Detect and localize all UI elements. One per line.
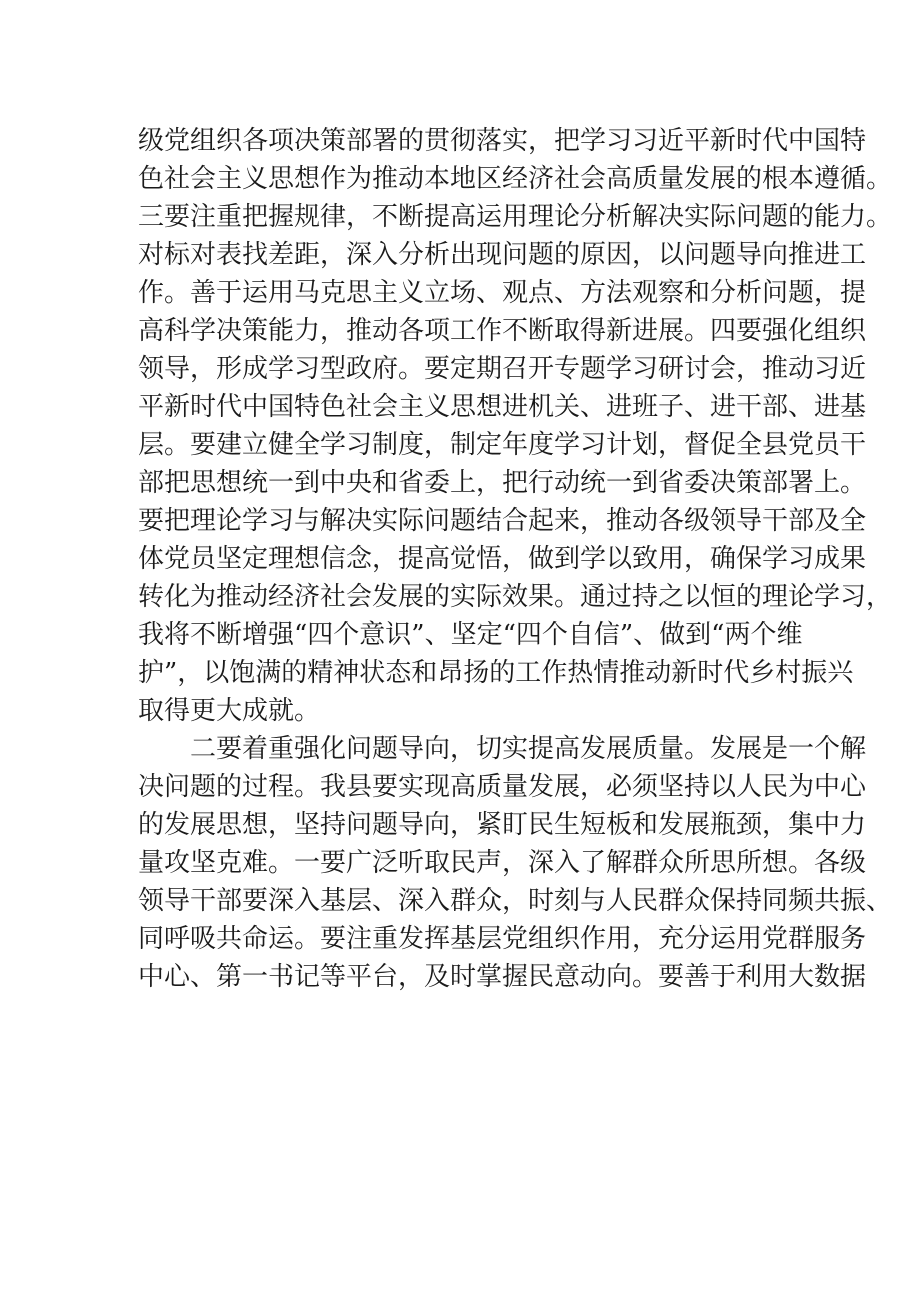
paragraph-1 xyxy=(138,122,893,730)
text-line: 护”，以饱满的精神状态和昂扬的工作热情推动新时代乡村振兴 xyxy=(138,658,854,688)
text-line: 的发展思想，坚持问题导向，紧盯民生短板和发展瓶颈，集中力 xyxy=(138,810,867,840)
text-line: 量攻坚克难。一要广泛听取民声，深入了解群众所思所想。各级 xyxy=(138,848,867,878)
text-line: 领导，形成学习型政府。要定期召开专题学习研讨会，推动习近 xyxy=(138,354,867,384)
text-line: 平新时代中国特色社会主义思想进机关、进班子、进干部、进基 xyxy=(138,392,867,422)
text-line: 领导干部要深入基层、深入群众，时刻与人民群众保持同频共振、 xyxy=(138,886,893,916)
text-line: 部把思想统一到中央和省委上，把行动统一到省委决策部署上。 xyxy=(138,468,867,498)
paragraph-2 xyxy=(138,730,893,996)
text-line: 中心、第一书记等平台，及时掌握民意动向。要善于利用大数据 xyxy=(138,962,867,992)
text-line: 对标对表找差距，深入分析出现问题的原因，以问题导向推进工 xyxy=(138,240,867,270)
text-line: 级党组织各项决策部署的贯彻落实，把学习习近平新时代中国特 xyxy=(138,126,867,156)
text-line: 二要着重强化问题导向，切实提高发展质量。发展是一个解 xyxy=(190,734,867,764)
text-line: 体党员坚定理想信念，提高觉悟，做到学以致用，确保学习成果 xyxy=(138,544,867,574)
text-line: 同呼吸共命运。要注重发挥基层党组织作用，充分运用党群服务 xyxy=(138,924,867,954)
text-line: 要把理论学习与解决实际问题结合起来，推动各级领导干部及全 xyxy=(138,506,867,536)
text-line: 我将不断增强“四个意识”、坚定“四个自信”、做到“两个维 xyxy=(138,620,803,650)
text-line: 高科学决策能力，推动各项工作不断取得新进展。四要强化组织 xyxy=(138,316,867,346)
body-text xyxy=(138,122,893,996)
text-line: 色社会主义思想作为推动本地区经济社会高质量发展的根本遵循。 xyxy=(138,164,893,194)
text-line: 层。要建立健全学习制度，制定年度学习计划，督促全县党员干 xyxy=(138,430,867,460)
text-line: 决问题的过程。我县要实现高质量发展，必须坚持以人民为中心 xyxy=(138,772,867,802)
text-line: 作。善于运用马克思主义立场、观点、方法观察和分析问题，提 xyxy=(138,278,867,308)
text-line: 三要注重把握规律，不断提高运用理论分析解决实际问题的能力。 xyxy=(138,202,893,232)
text-line: 转化为推动经济社会发展的实际效果。通过持之以恒的理论学习， xyxy=(138,582,893,612)
text-line: 取得更大成就。 xyxy=(138,696,321,726)
